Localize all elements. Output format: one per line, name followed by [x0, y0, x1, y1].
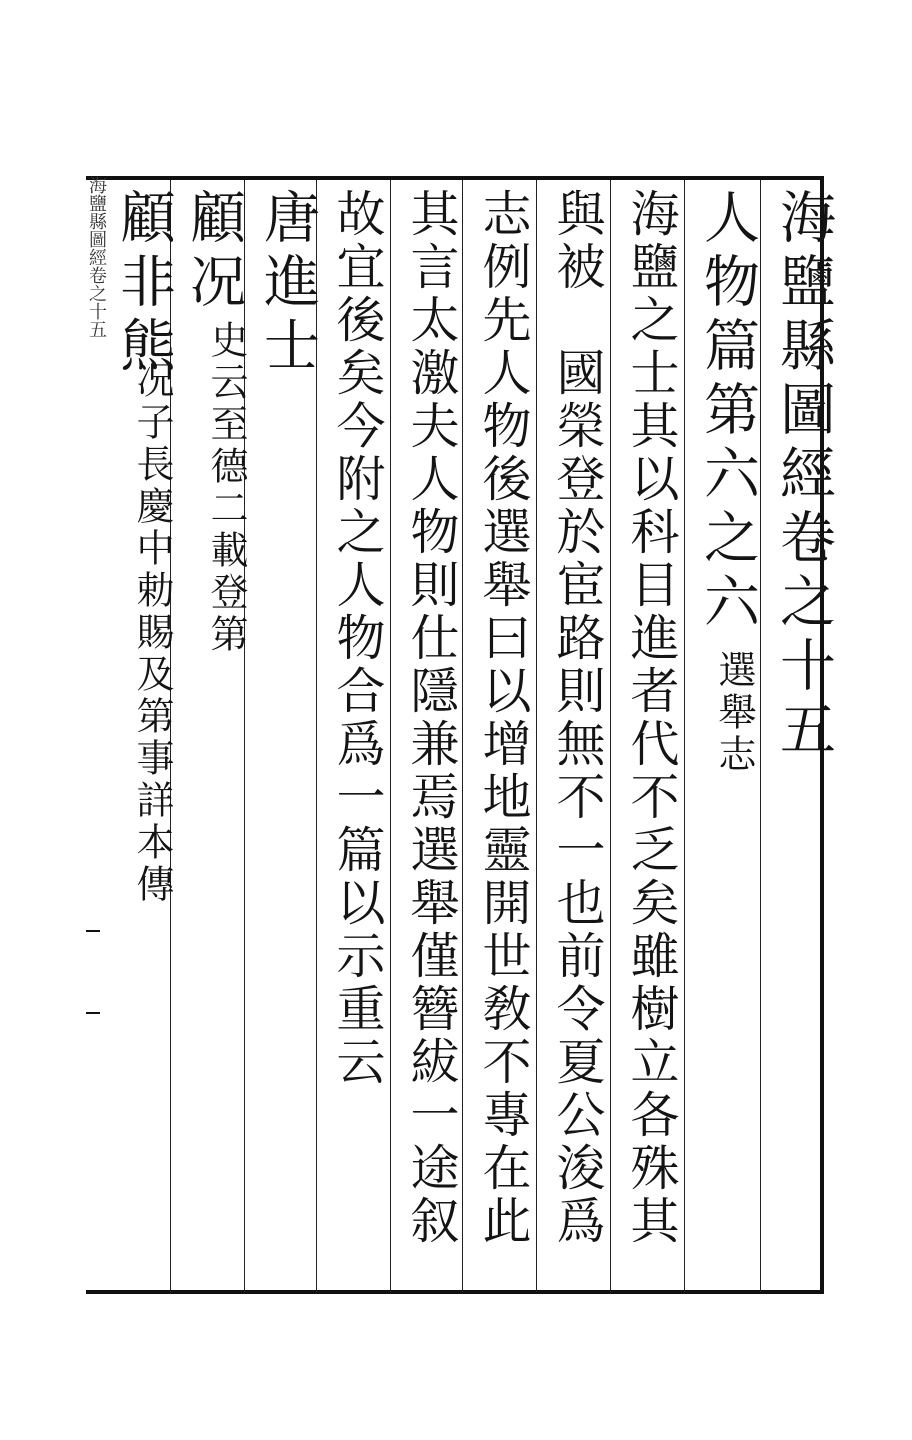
gutter-mark — [86, 1012, 100, 1014]
column-rule — [684, 180, 685, 1292]
column-rule — [610, 180, 611, 1292]
volume-title: 海鹽縣圖經卷之十五 — [771, 188, 836, 764]
section-heading: 人物篇第六之六 — [695, 188, 760, 636]
text-column: 志例先人物後選舉曰以增地靈開世敎不專在此 — [475, 188, 532, 1248]
column-rule — [390, 180, 391, 1292]
text-column: 其言太激夫人物則仕隱兼焉選舉僅簪紱一途叙 — [403, 188, 460, 1248]
entry-note: 史云至德二載登第 — [204, 320, 248, 656]
text-column: 故宜後矣今附之人物合爲一篇以示重云 — [329, 188, 386, 1089]
entry-name: 顧非熊 — [111, 188, 176, 380]
gutter-mark — [86, 930, 100, 932]
entry-note: 况子長慶中勅賜及第事詳本傳 — [130, 360, 174, 906]
text-column: 海鹽之士其以科目進者代不乏矣雖樹立各殊其 — [623, 188, 680, 1248]
section-note: 選舉志 — [712, 650, 756, 776]
column-rule — [536, 180, 537, 1292]
column-rule — [462, 180, 463, 1292]
margin-label: 海鹽縣圖經卷之十五 — [86, 176, 107, 338]
entry-heading: 唐進士 — [255, 188, 320, 380]
entry-name: 顧况 — [181, 188, 246, 316]
text-column: 與被 國榮登於宦路則無不一也前令夏公浚爲 — [549, 188, 606, 1248]
column-rule — [760, 180, 761, 1292]
